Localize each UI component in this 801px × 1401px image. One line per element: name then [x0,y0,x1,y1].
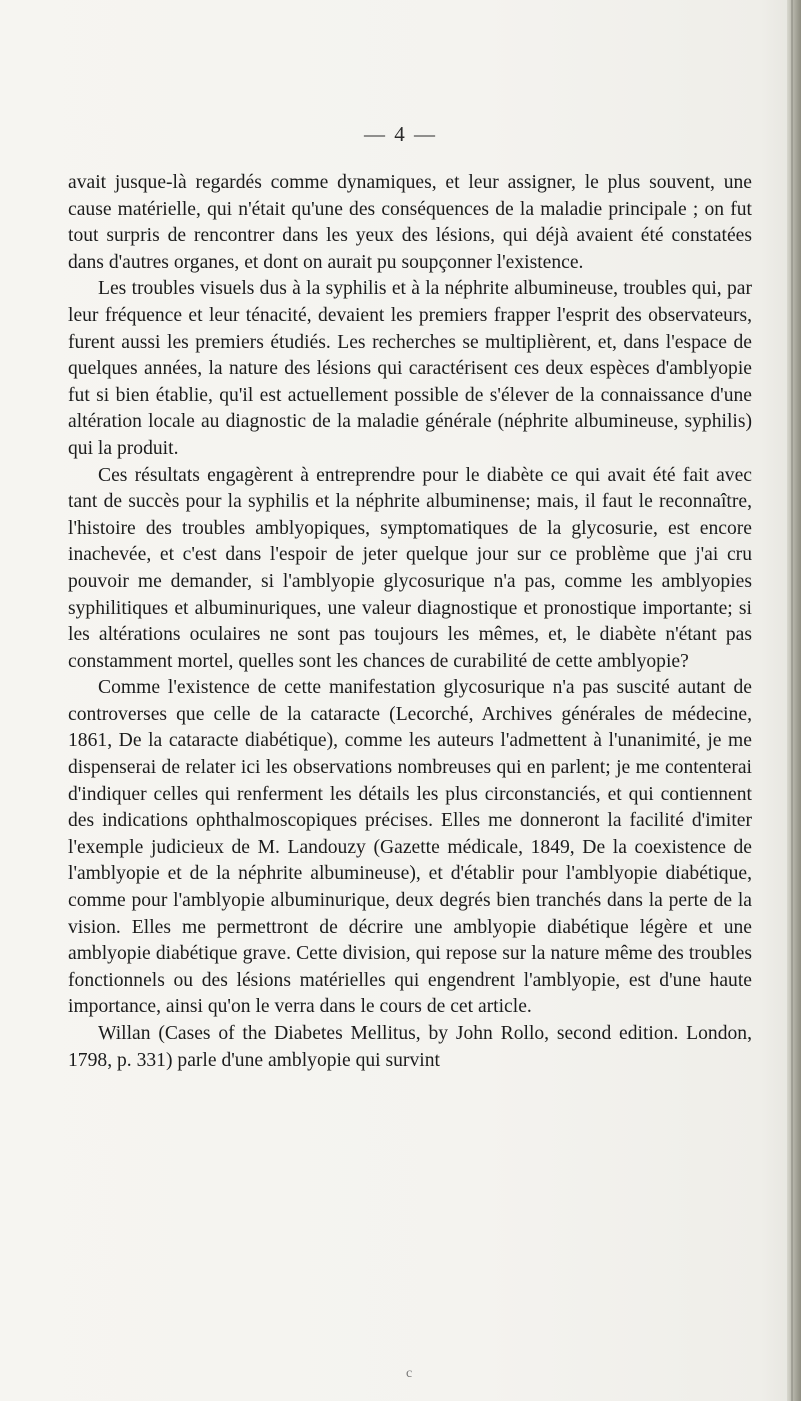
page-number: — 4 — [364,122,437,146]
footer-mark: c [406,1366,413,1381]
paragraph-4: Comme l'existence de cette manifestation glycosurique n'a pas suscité autant de controverses que celle de la cataracte (Lecorché, Archives générales de médecine, 1861, De la cataracte diabétique), comme les auteurs l'admettent à l'unanimité, je me dispenserai de relater ici les observations nombreuses qui en parlent; je me contenterai d'indiquer celles qui renferment les détails les plus circonstanciés, et qui contiennent des indications ophthalmoscopiques précises. Elles me donneront la facilité d'imiter l'exemple judicieux de M. Landouzy (Gazette médicale, 1849, De la coexistence de l'amblyopie et de la néphrite albumineuse), et d'établir pour l'amblyopie diabétique, comme pour l'amblyopie albuminurique, deux degrés bien tranchés dans la perte de la vision. Elles me permettront de décrire une amblyopie diabétique légère et une amblyopie diabétique grave. Cette division, qui repose sur la nature même des troubles fonctionnels ou des lésions matérielles qui engendrent l'amblyopie, est d'une haute importance, ainsi qu'on le verra dans le cours de cet article. [68,677,752,1018]
paragraph-3: Ces résultats engagèrent à entreprendre pour le diabète ce qui avait été fait avec tant de succès pour la syphilis et la néphrite albuminense; mais, il faut le reconnaître, l'histoire des troubles amblyopiques, symptomatiques de la glycosurie, est encore inachevée, et c'est dans l'espoir de jeter quelque jour sur ce problème que j'ai cru pouvoir me demander, si l'amblyopie glycosurique n'a pas, comme les amblyopies syphilitiques et albuminuriques, une valeur diagnostique et pronostique importante; si les altérations oculaires ne sont pas toujours les mêmes, et, le diabète n'étant pas constamment mortel, quelles sont les chances de curabilité de cette amblyopie? [68,464,752,672]
page-binding-edge [787,0,801,1401]
paragraph-1: avait jusque-là regardés comme dynamiques, et leur assigner, le plus souvent, une cause matérielle, qui n'était qu'une des conséquences de la maladie principale ; on fut tout surpris de rencontrer dans les yeux des lésions, qui déjà avaient été constatées dans d'autres organes, et dont on aurait pu soupçonner l'existence. [68,172,752,273]
paragraph-2: Les troubles visuels dus à la syphilis et à la néphrite albumineuse, troubles qui, par leur fréquence et leur ténacité, devaient les premiers frapper l'esprit des observateurs, furent aussi les premiers étudiés. Les recherches se multiplièrent, et, dans l'espace de quelques années, la nature des lésions qui caractérisent ces deux espèces d'amblyopie fut si bien établie, qu'il est actuellement possible de s'élever de la connaissance d'une altération locale au diagnostic de la maladie générale (néphrite albumineuse, syphilis) qui la produit. [68,278,752,459]
paragraph-5: Willan (Cases of the Diabetes Mellitus, by John Rollo, second edition. London, 1798, p. 331) parle d'une amblyopie qui survint [68,1023,752,1071]
body-text [68,170,752,1074]
